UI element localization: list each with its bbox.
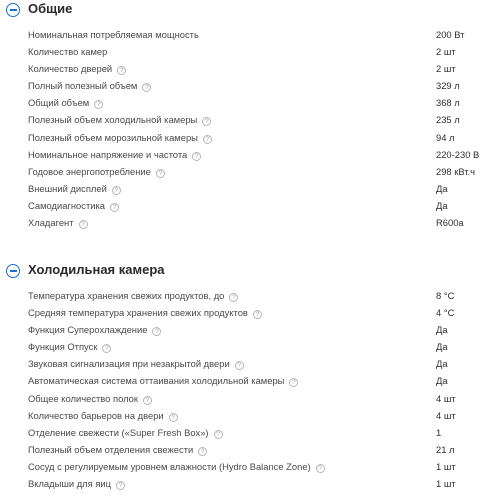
help-icon[interactable]: ? [169, 413, 178, 422]
spec-label-text: Вкладыши для яиц [28, 478, 112, 490]
spec-label-text: Общий объем [28, 97, 90, 109]
help-icon[interactable]: ? [229, 293, 238, 302]
spec-label [28, 341, 111, 353]
spec-label [28, 132, 212, 144]
spec-label-text: Номинальная потребляемая мощность [28, 29, 199, 40]
spec-value: 235 л [436, 114, 460, 126]
spec-value: Да [436, 341, 448, 353]
spec-label-text: Полный полезный объем [28, 80, 138, 92]
spec-label-text: Звуковая сигнализация при незакрытой двери [28, 358, 230, 370]
spec-value: 1 шт [436, 460, 456, 472]
spec-row [0, 95, 480, 112]
section-general-header[interactable] [0, 0, 480, 20]
help-icon[interactable]: ? [117, 66, 126, 75]
spec-label [28, 461, 325, 473]
spec-value: 2 шт [436, 46, 456, 58]
spec-value: Да [436, 358, 448, 370]
spec-row [0, 181, 480, 198]
help-icon[interactable]: ? [192, 152, 201, 161]
help-icon[interactable]: ? [253, 310, 262, 319]
spec-row [0, 198, 480, 215]
spec-label [28, 183, 121, 195]
help-icon[interactable]: ? [156, 169, 165, 178]
spec-value: Да [436, 324, 448, 336]
spec-row [0, 44, 480, 61]
spec-value: 329 л [436, 80, 460, 92]
spec-value: 4 шт [436, 409, 456, 421]
spec-list [0, 288, 480, 493]
spec-label [28, 80, 151, 92]
help-icon[interactable]: ? [316, 464, 325, 473]
spec-label-text: Внешний дисплей [28, 182, 107, 194]
spec-label [28, 200, 119, 212]
help-icon[interactable]: ? [79, 220, 88, 229]
help-icon[interactable]: ? [289, 378, 298, 387]
spec-label-text: Отделение свежести («Super Fresh Box») [28, 426, 209, 438]
spec-label [28, 393, 152, 405]
spec-label [28, 375, 298, 387]
spec-value: R600a [436, 217, 464, 229]
spec-label [28, 410, 178, 422]
spec-label-text: Автоматическая система оттаивания холодильной камеры [28, 375, 285, 387]
spec-label [28, 217, 88, 229]
spec-row [0, 391, 480, 408]
spec-row [0, 425, 480, 442]
spec-label-text: Функция Отпуск [28, 341, 98, 353]
spec-label [28, 149, 201, 161]
spec-value: 94 л [436, 131, 455, 143]
spec-row [0, 78, 480, 95]
spec-value: Да [436, 199, 448, 211]
spec-row [0, 459, 480, 476]
spec-value: 1 шт [436, 478, 456, 490]
spec-row [0, 356, 480, 373]
spec-value: 298 кВт.ч [436, 165, 476, 177]
section-general [0, 0, 480, 229]
spec-label-text: Хладагент [28, 217, 74, 229]
spec-label-text: Температура хранения свежих продуктов, до [28, 290, 225, 301]
spec-row [0, 27, 480, 44]
spec-value: 220-230 В [436, 148, 480, 160]
spec-row [0, 164, 480, 181]
spec-label [28, 97, 103, 109]
spec-label-text: Самодиагностика [28, 199, 106, 211]
spec-label-text: Количество барьеров на двери [28, 409, 164, 421]
spec-label-text: Функция Суперохлаждение [28, 324, 148, 336]
spec-row [0, 442, 480, 459]
spec-label [28, 46, 107, 57]
spec-row [0, 147, 480, 164]
spec-value: Да [436, 375, 448, 387]
help-icon[interactable]: ? [203, 135, 212, 144]
spec-label [28, 29, 199, 40]
spec-row [0, 61, 480, 78]
spec-row [0, 288, 480, 305]
help-icon[interactable]: ? [152, 327, 161, 336]
spec-label [28, 290, 238, 302]
help-icon[interactable]: ? [235, 361, 244, 370]
spec-label [28, 63, 126, 75]
help-icon[interactable]: ? [116, 481, 125, 490]
spec-value: 368 л [436, 97, 460, 109]
spec-label [28, 478, 125, 490]
help-icon[interactable]: ? [110, 203, 119, 212]
spec-row [0, 408, 480, 425]
spec-label [28, 358, 244, 370]
collapse-minus-icon[interactable] [6, 3, 20, 17]
help-icon[interactable]: ? [102, 344, 111, 353]
help-icon[interactable]: ? [112, 186, 121, 195]
spec-label-text: Сосуд с регулируемым уровнем влажности (Hydro Balance Zone) [28, 460, 311, 472]
spec-row [0, 130, 480, 147]
section-title: Общие [28, 1, 73, 16]
spec-row [0, 305, 480, 322]
spec-row [0, 322, 480, 339]
spec-value: 8 °C [436, 290, 455, 301]
help-icon[interactable]: ? [94, 100, 103, 109]
spec-value: 1 [436, 426, 442, 438]
spec-row [0, 476, 480, 493]
spec-label [28, 324, 161, 336]
help-icon[interactable]: ? [214, 430, 223, 439]
spec-label [28, 307, 262, 319]
spec-value: Да [436, 182, 448, 194]
spec-row [0, 112, 480, 129]
spec-label-text: Полезный объем отделения свежести [28, 443, 194, 455]
spec-list [0, 27, 480, 232]
spec-label-text: Средняя температура хранения свежих продуктов [28, 307, 248, 319]
help-icon[interactable]: ? [142, 83, 151, 92]
spec-value: 4 °C [436, 307, 455, 319]
spec-row [0, 215, 480, 232]
spec-row [0, 339, 480, 356]
section-cold-chamber [0, 261, 480, 490]
spec-value: 2 шт [436, 63, 456, 75]
spec-label-text: Полезный объем морозильной камеры [28, 131, 198, 143]
spec-row [0, 373, 480, 390]
spec-value: 21 л [436, 443, 455, 455]
spec-label-text: Годовое энергопотребление [28, 165, 151, 177]
collapse-minus-icon[interactable] [6, 264, 20, 278]
spec-value: 200 Вт [436, 29, 465, 40]
help-icon[interactable]: ? [202, 117, 211, 126]
spec-label-text: Номинальное напряжение и частота [28, 148, 188, 160]
help-icon[interactable]: ? [143, 396, 152, 405]
section-title: Холодильная камера [28, 262, 165, 277]
help-icon[interactable]: ? [198, 447, 207, 456]
spec-value: 4 шт [436, 392, 456, 404]
spec-label-text: Количество дверей [28, 63, 113, 75]
spec-label-text: Количество камер [28, 46, 108, 58]
spec-label [28, 427, 223, 439]
spec-label [28, 444, 207, 456]
spec-label [28, 166, 165, 178]
spec-label-text: Полезный объем холодильной камеры [28, 114, 198, 126]
spec-label [28, 114, 211, 126]
section-cold-chamber-header[interactable] [0, 261, 480, 281]
spec-label-text: Общее количество полок [28, 392, 138, 404]
